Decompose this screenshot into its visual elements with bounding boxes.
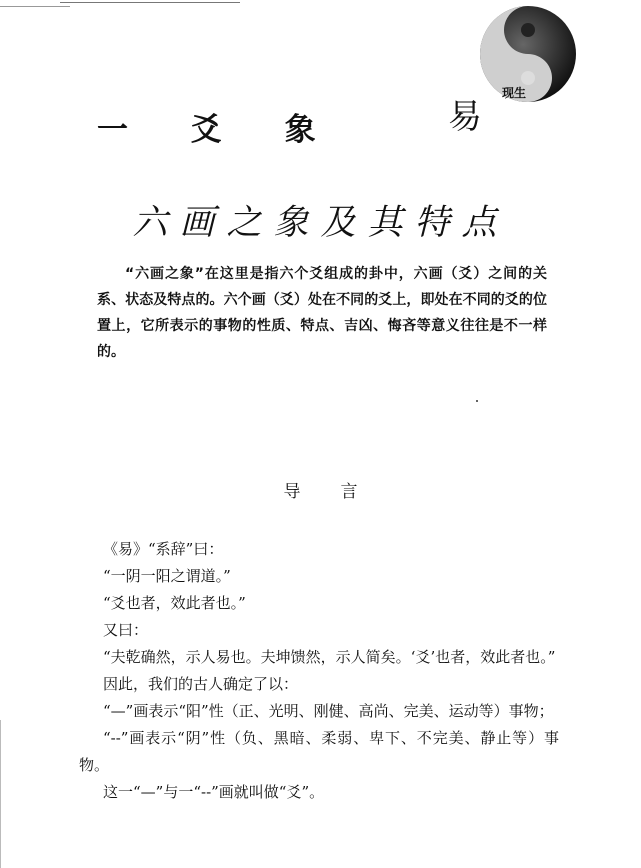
intro-heading: 导言 xyxy=(283,482,398,502)
body-line: 《易》“系辞”曰： xyxy=(103,540,224,558)
body-line: “--”画表示“阴”性（负、黑暗、柔弱、卑下、不完美、静止等）事物。 xyxy=(79,729,559,774)
body-line: 因此，我们的古人确定了以： xyxy=(103,675,299,693)
left-edge-rule xyxy=(0,720,1,868)
top-rule xyxy=(60,2,240,3)
body-line: 这一“—”与一“--”画就叫做“爻”。 xyxy=(103,783,325,801)
emblem-small-text: 现生 xyxy=(502,86,527,100)
body-line: “一阴一阳之谓道。” xyxy=(103,567,231,585)
section-title: 六画之象及其特点 xyxy=(132,203,509,243)
body-line: “夫乾确然，示人易也。夫坤馈然，示人简矣。‘爻’也者，效此者也。” xyxy=(103,648,556,666)
yin-yang-emblem-icon xyxy=(440,2,640,202)
top-rule-short xyxy=(0,6,70,7)
summary-paragraph: “六画之象”在这里是指六个爻组成的卦中，六画（爻）之间的关系、状态及特点的。六个画（爻）处在不同的爻上，即处在不同的爻的位置上，它所表示的事物的性质、特点、吉凶、悔吝等意义往往是不一样的。 xyxy=(97,266,547,360)
body-text xyxy=(79,536,559,806)
body-line: “—”画表示“阳”性（正、光明、刚健、高尚、完美、运动等）事物； xyxy=(103,702,554,720)
emblem-character: 易 xyxy=(448,97,482,137)
body-line: “爻也者，效此者也。” xyxy=(103,594,246,612)
chapter-title: 一 爻 象 xyxy=(97,112,342,148)
body-line: 又曰： xyxy=(103,621,149,639)
stray-dot xyxy=(476,400,478,402)
